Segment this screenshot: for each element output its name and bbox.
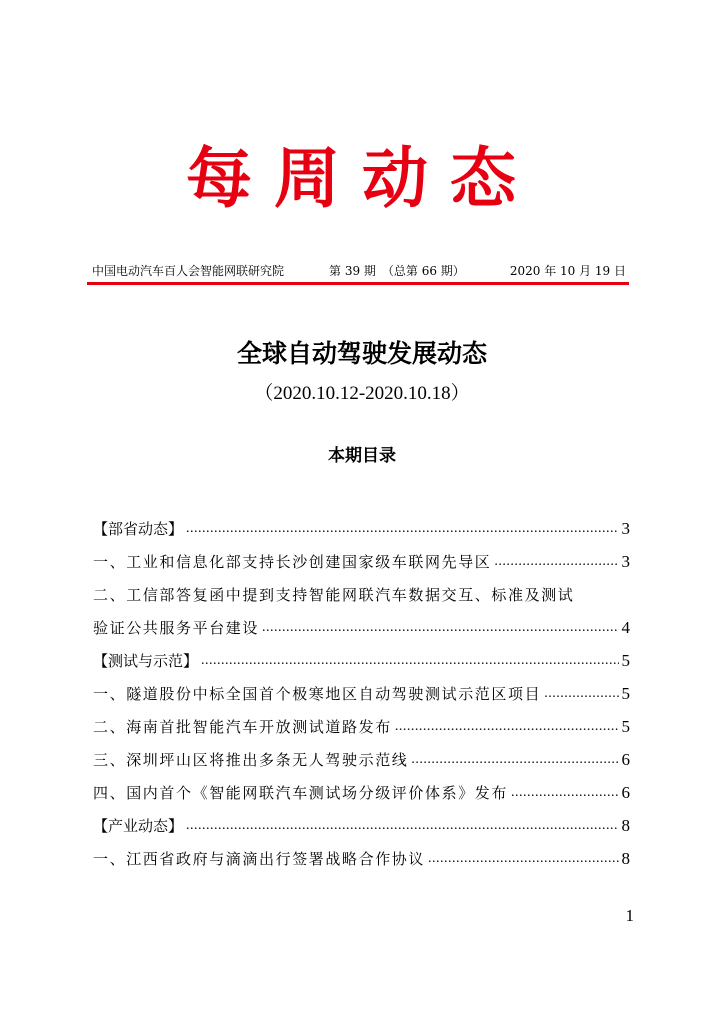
document-title: 全球自动驾驶发展动态 bbox=[236, 339, 487, 368]
toc-entry-text: 二、海南首批智能汽车开放测试道路发布 bbox=[93, 718, 392, 736]
toc-page-number: 6 bbox=[621, 783, 630, 802]
toc-entry-text: 一、江西省政府与滴滴出行签署战略合作协议 bbox=[93, 850, 426, 868]
toc-entry-text: 一、隧道股份中标全国首个极寒地区自动驾驶测试示范区项目 bbox=[93, 685, 542, 703]
toc-page-number: 4 bbox=[621, 618, 630, 637]
toc-leader-dots bbox=[262, 617, 618, 639]
toc-entry-text: 【部省动态】 bbox=[93, 520, 184, 538]
toc-entry[interactable] bbox=[93, 738, 630, 771]
toc-entry-text: 四、国内首个《智能网联汽车测试场分级评价体系》发布 bbox=[93, 784, 509, 802]
toc-entry-category[interactable] bbox=[93, 507, 630, 540]
toc-entry[interactable] bbox=[93, 573, 630, 639]
toc-entry[interactable] bbox=[93, 705, 630, 738]
toc-entry[interactable] bbox=[93, 672, 630, 705]
toc-page-number: 6 bbox=[621, 750, 630, 769]
issue-number: 第 39 期 （总第 66 期） bbox=[329, 264, 465, 278]
masthead-title: 每周动态 bbox=[186, 139, 538, 217]
toc-page-number: 3 bbox=[621, 519, 630, 538]
header-divider bbox=[87, 282, 629, 285]
toc-entry-text: 三、深圳坪山区将推出多条无人驾驶示范线 bbox=[93, 751, 409, 769]
toc-page-number: 3 bbox=[621, 552, 630, 571]
meta-line bbox=[92, 262, 626, 280]
toc-leader-dots bbox=[544, 683, 618, 705]
toc-entry[interactable] bbox=[93, 771, 630, 804]
toc-leader-dots bbox=[428, 848, 618, 870]
toc-leader-dots bbox=[186, 518, 618, 540]
toc-page-number: 5 bbox=[621, 684, 630, 703]
toc-entry-category[interactable] bbox=[93, 804, 630, 837]
toc-heading: 本期目录 bbox=[328, 446, 396, 466]
toc-page-number: 8 bbox=[621, 849, 630, 868]
toc-entry[interactable] bbox=[93, 837, 630, 870]
toc-leader-dots bbox=[395, 716, 619, 738]
toc-entry-text: 一、工业和信息化部支持长沙创建国家级车联网先导区 bbox=[93, 553, 492, 571]
toc-page-number: 5 bbox=[621, 717, 630, 736]
toc-leader-dots bbox=[494, 551, 618, 573]
toc-page-number: 8 bbox=[621, 816, 630, 835]
toc-entry[interactable] bbox=[93, 540, 630, 573]
publish-date: 2020 年 10 月 19 日 bbox=[509, 264, 626, 278]
page-number: 1 bbox=[625, 906, 634, 925]
toc-entry-text: 【测试与示范】 bbox=[93, 652, 199, 670]
date-range: （2020.10.12-2020.10.18） bbox=[254, 383, 470, 404]
toc-entry-text-line1: 二、工信部答复函中提到支持智能网联汽车数据交互、标准及测试 bbox=[93, 586, 575, 604]
toc-entry-text: 【产业动态】 bbox=[93, 817, 184, 835]
toc-entry-category[interactable] bbox=[93, 639, 630, 672]
toc-leader-dots bbox=[186, 815, 618, 837]
toc-entry-text-line2: 验证公共服务平台建设 bbox=[93, 619, 260, 637]
table-of-contents bbox=[93, 507, 630, 870]
toc-leader-dots bbox=[511, 782, 618, 804]
organization-name: 中国电动汽车百人会智能网联研究院 bbox=[92, 264, 285, 278]
toc-leader-dots bbox=[411, 749, 618, 771]
toc-leader-dots bbox=[201, 650, 618, 672]
toc-page-number: 5 bbox=[621, 651, 630, 670]
